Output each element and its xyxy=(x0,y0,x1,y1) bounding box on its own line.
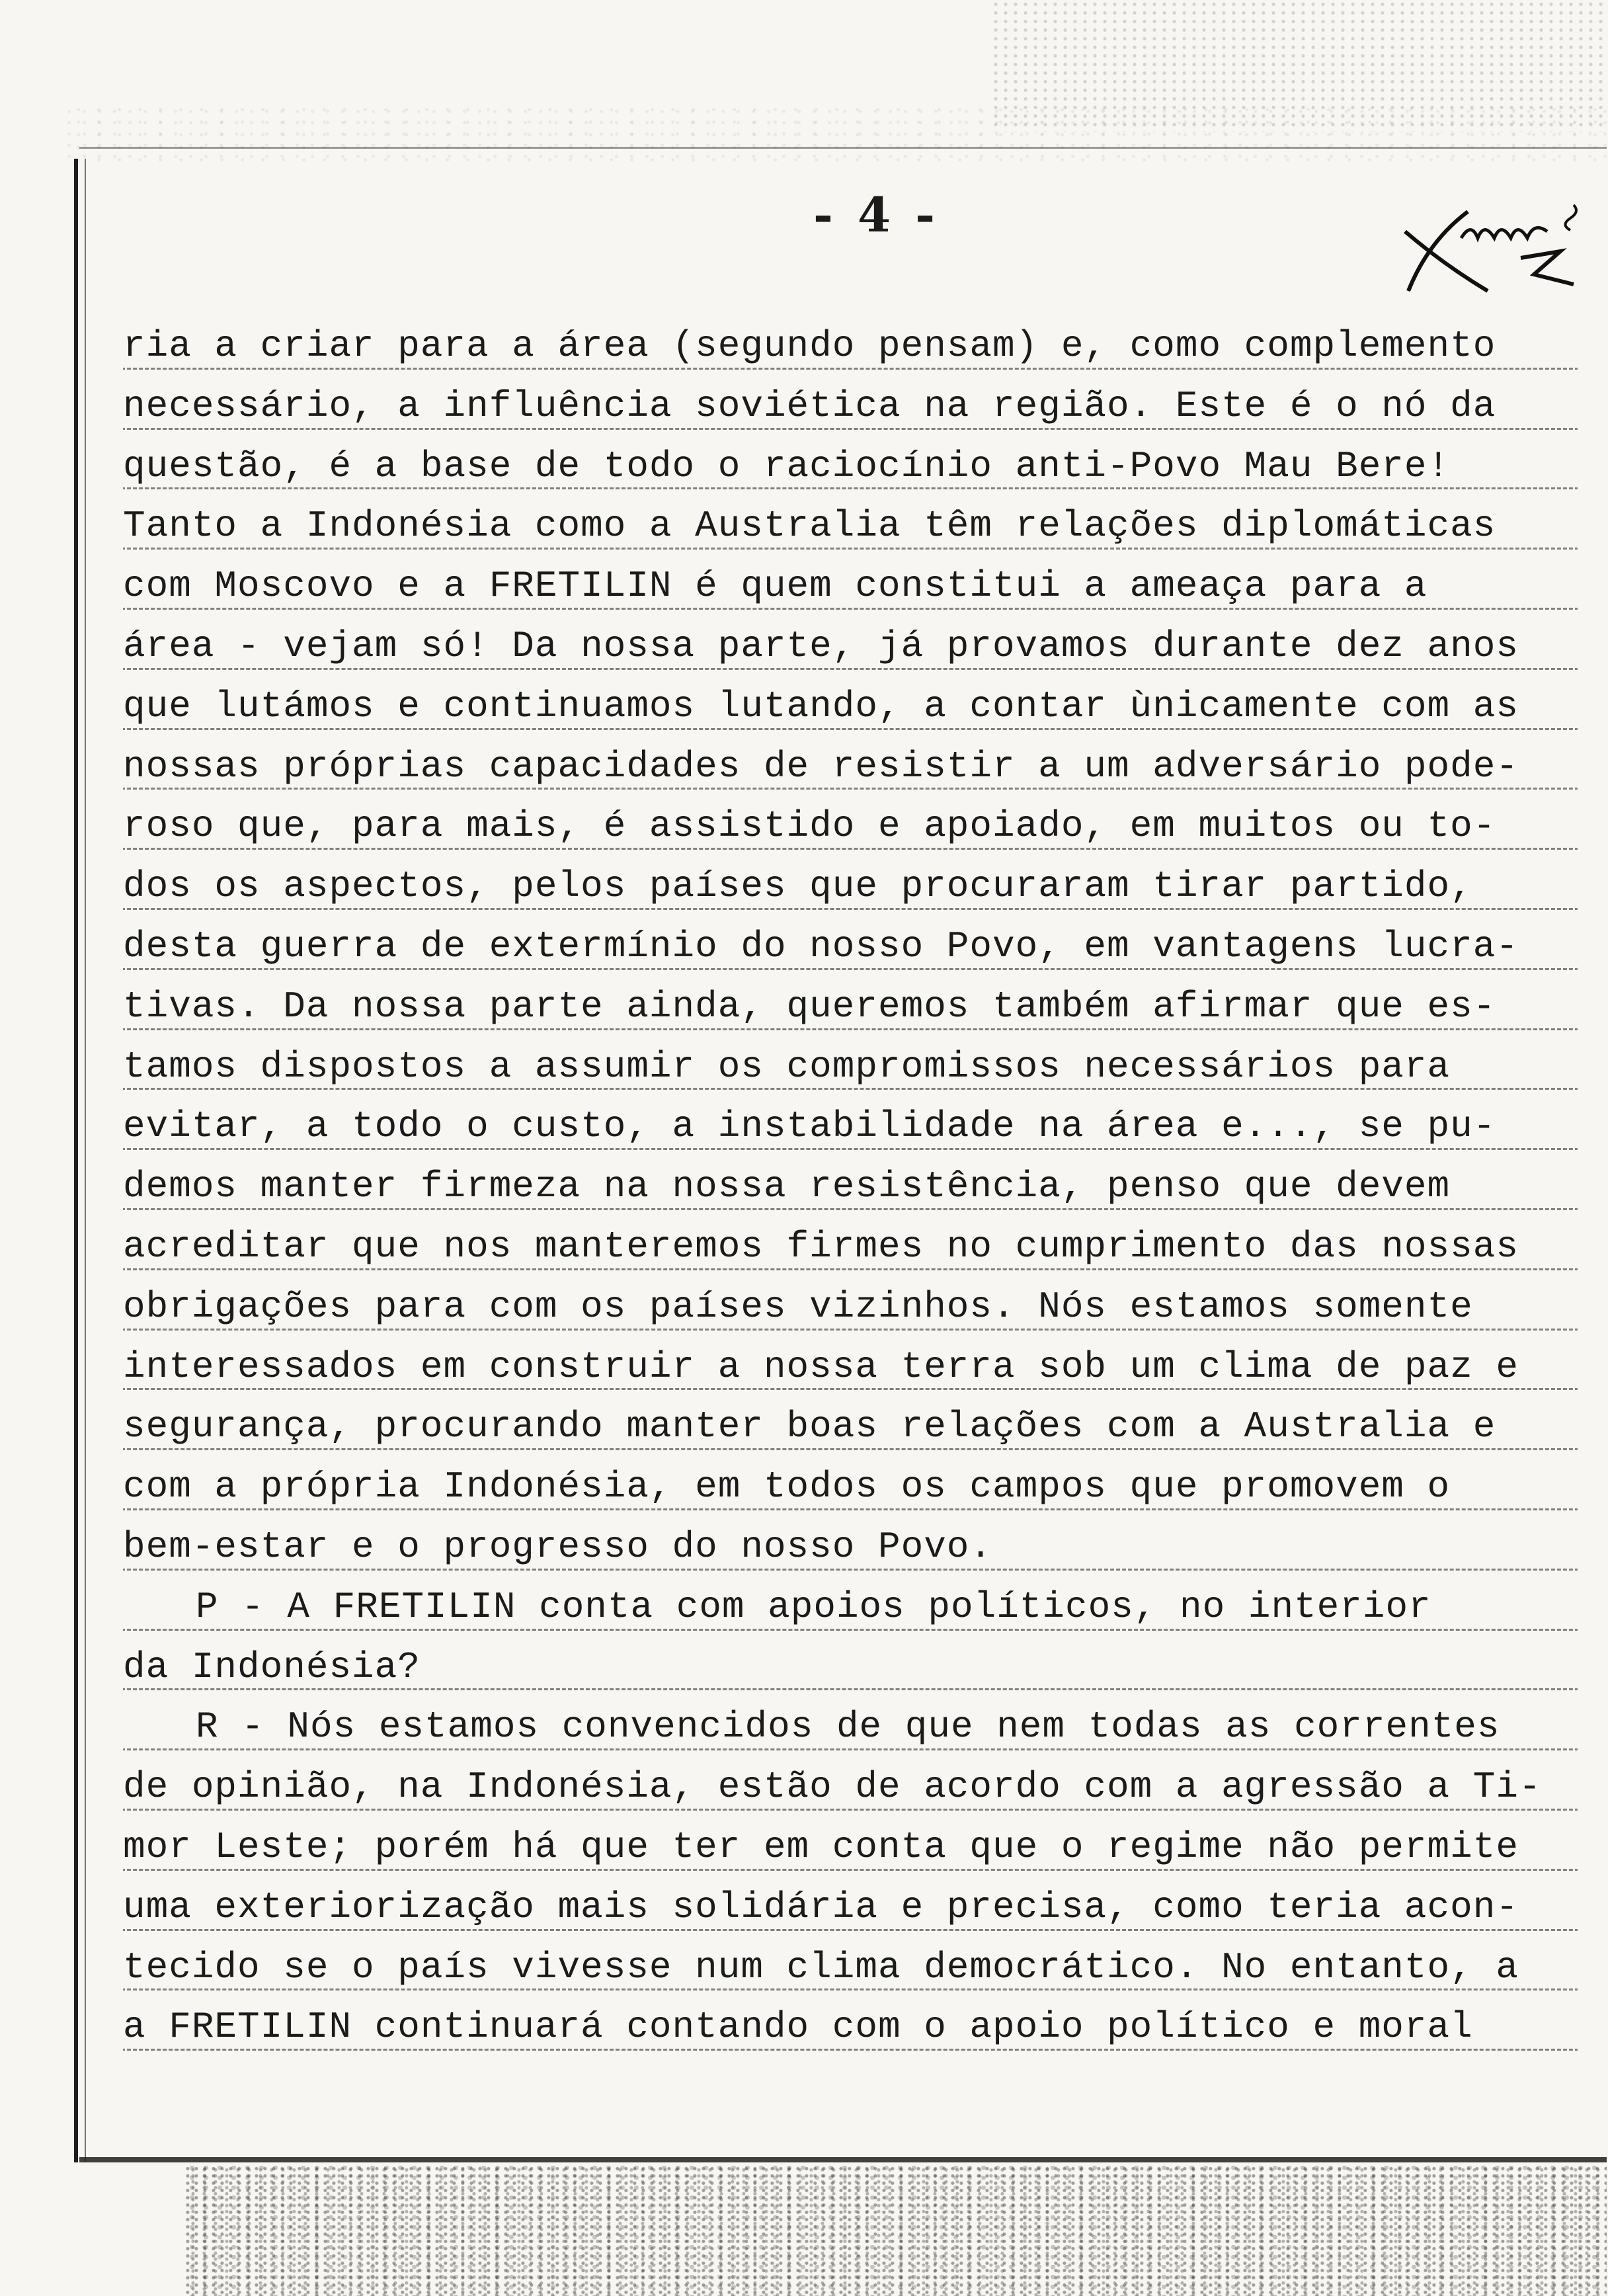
text-line: questão, é a base de todo o raciocínio anti-Povo Mau Bere! xyxy=(123,436,1578,497)
text-line: com Moscovo e a FRETILIN é quem constitui a ameaça para a xyxy=(123,556,1578,616)
text-line: mor Leste; porém há que ter em conta que o regime não permite xyxy=(123,1817,1578,1877)
text-line: tamos dispostos a assumir os compromissos necessários para xyxy=(123,1037,1578,1097)
text-line: com a própria Indonésia, em todos os campos que promovem o xyxy=(123,1457,1578,1517)
text-line: da Indonésia? xyxy=(123,1637,1578,1698)
text-line: uma exteriorização mais solidária e precisa, como teria acon- xyxy=(123,1877,1578,1938)
text-line: bem-estar e o progresso do nosso Povo. xyxy=(123,1517,1578,1577)
left-margin-line xyxy=(74,159,78,2162)
bottom-edge-line xyxy=(79,2157,1607,2162)
typed-text-body xyxy=(123,316,1578,2057)
text-line: de opinião, na Indonésia, estão de acordo com a agressão a Ti- xyxy=(123,1757,1578,1817)
text-line: evitar, a todo o custo, a instabilidade na área e..., se pu- xyxy=(123,1096,1578,1157)
text-line: área - vejam só! Da nossa parte, já provamos durante dez anos xyxy=(123,616,1578,676)
scan-noise-bottom xyxy=(185,2166,1607,2296)
text-line: tecido se o país vivesse num clima democrático. No entanto, a xyxy=(123,1938,1578,1998)
text-line: interessados em construir a nossa terra sob um clima de paz e xyxy=(123,1337,1578,1397)
text-line: obrigações para com os países vizinhos. Nós estamos somente xyxy=(123,1277,1578,1337)
text-line: tivas. Da nossa parte ainda, queremos também afirmar que es- xyxy=(123,977,1578,1037)
text-line: Tanto a Indonésia como a Australia têm relações diplomáticas xyxy=(123,496,1578,556)
question-line: P - A FRETILIN conta com apoios políticos, no interior xyxy=(123,1577,1578,1637)
answer-line: R - Nós estamos convencidos de que nem todas as correntes xyxy=(123,1697,1578,1757)
scan-noise-top xyxy=(66,106,1607,165)
text-line: desta guerra de extermínio do nosso Povo, em vantagens lucra- xyxy=(123,917,1578,977)
text-line: ria a criar para a área (segundo pensam) e, como complemento xyxy=(123,316,1578,376)
text-line: necessário, a influência soviética na região. Este é o nó da xyxy=(123,376,1578,436)
text-line: demos manter firmeza na nossa resistência, penso que devem xyxy=(123,1157,1578,1217)
text-line: dos os aspectos, pelos países que procuraram tirar partido, xyxy=(123,856,1578,917)
text-line: roso que, para mais, é assistido e apoiado, em muitos ou to- xyxy=(123,796,1578,856)
text-line: acreditar que nos manteremos firmes no cumprimento das nossas xyxy=(123,1217,1578,1277)
text-line: nossas próprias capacidades de resistir a um adversário pode- xyxy=(123,737,1578,797)
page-number: - 4 - xyxy=(813,186,939,243)
text-line: que lutámos e continuamos lutando, a contar ùnicamente com as xyxy=(123,676,1578,737)
text-line: segurança, procurando manter boas relações com a Australia e xyxy=(123,1397,1578,1457)
handwritten-signature-icon xyxy=(1395,192,1593,304)
left-margin-line-inner xyxy=(85,159,86,2162)
text-line: a FRETILIN continuará contando com o apoio político e moral xyxy=(123,1997,1578,2057)
top-edge-line xyxy=(79,147,1607,149)
